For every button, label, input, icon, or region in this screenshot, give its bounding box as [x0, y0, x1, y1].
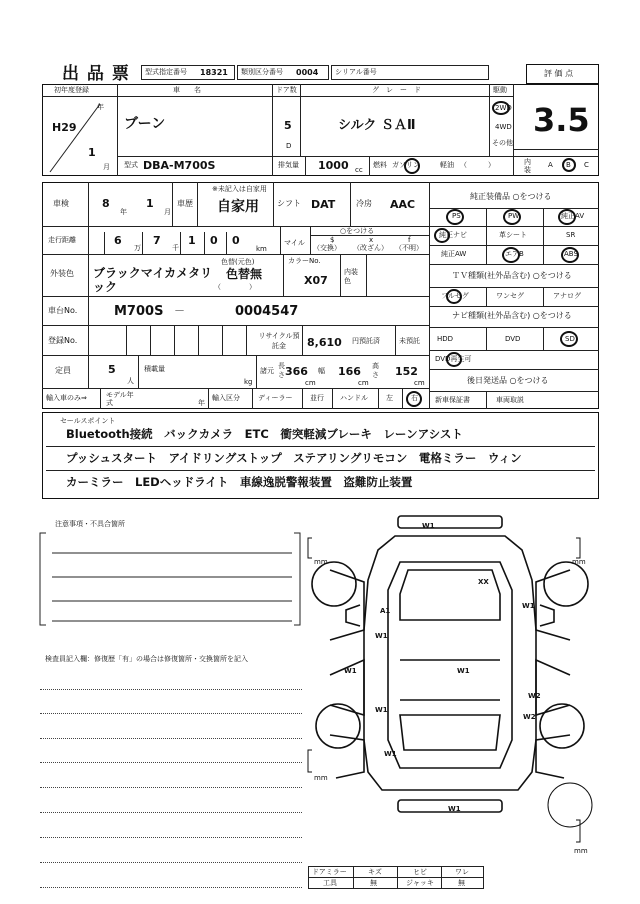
mm-label-left-rear: mm: [314, 774, 328, 782]
mile-opt2-b: （改ざん）: [353, 244, 388, 252]
damage-mark: W1: [344, 667, 357, 675]
sen-unit: 千: [172, 244, 179, 252]
doors-label: ドア数: [276, 86, 297, 94]
fuel-gas: ガソリン: [392, 161, 420, 169]
damage-mark: W1: [448, 805, 461, 813]
model-label: 型式: [124, 161, 138, 169]
km-unit: km: [256, 245, 267, 253]
history-value: 自家用: [217, 199, 259, 215]
parallel-option: 並行: [310, 394, 324, 402]
import-label: 輸入車のみ⇒: [46, 394, 87, 402]
recycle-unpaid: 未預託: [399, 337, 420, 345]
navi-hdd: HDD: [437, 335, 454, 343]
sales-point-line: カーミラー LEDヘッドライト 車線逸脱警報装置 盗難防止装置: [66, 475, 413, 489]
recycle-label: リサイクル預託金: [258, 332, 300, 350]
shaken-month: 1: [146, 197, 154, 210]
displacement-value: 1000: [318, 159, 349, 172]
first-reg-month: 1: [88, 146, 96, 159]
model-cert-no: 18321: [200, 68, 228, 77]
drive-4wd: 4WD: [495, 123, 512, 131]
damage-mark: W1: [384, 750, 397, 758]
damage-mark: W2: [528, 692, 541, 700]
after-warranty: 新車保証書: [435, 396, 470, 404]
damage-mark: A1: [380, 607, 391, 615]
interior-a: A: [548, 161, 553, 169]
sales-points-label: セールスポイント: [60, 417, 116, 425]
tv-oneseg: ワンセグ: [496, 292, 524, 300]
height-label: 高さ: [372, 362, 379, 379]
sales-point-line: Bluetooth接続 バックカメラ ETC 衝突軽減ブレーキ レーンアシスト: [66, 427, 463, 441]
displacement-label: 排気量: [278, 161, 299, 169]
fuel-label: 燃料: [373, 161, 387, 169]
handle-label: ハンドル: [340, 394, 368, 402]
mile-opt1-a: $: [330, 236, 335, 244]
length-unit: cm: [305, 379, 316, 387]
mileage-label: 走行距離: [48, 236, 76, 244]
load-unit: kg: [244, 378, 253, 386]
shift-value: DAT: [311, 198, 336, 211]
length-value: 366: [285, 365, 308, 378]
serial-label: シリアル番号: [335, 68, 377, 76]
sales-point-line: プッシュスタート アイドリングストップ ステアリングリモコン 電格ミラー ウィン: [66, 451, 522, 465]
color-value: ブラックマイカメタリック: [93, 266, 213, 294]
displacement-unit: cc: [355, 166, 363, 174]
equip-pw: PW: [508, 212, 520, 220]
navi-title: ナビ種類(社外品含む) ○をつける: [452, 311, 572, 320]
first-reg-era-year: H29: [52, 121, 77, 134]
shaken-year: 8: [102, 197, 110, 210]
history-label: 車歴: [177, 199, 193, 208]
color-label: 外装色: [50, 269, 74, 278]
break-label: ワレ: [455, 868, 469, 876]
score-value: 3.5: [533, 101, 590, 139]
shaken-label: 車検: [53, 199, 69, 208]
length-label: 長さ: [278, 362, 285, 379]
navi-sd: SD: [565, 335, 575, 343]
damage-mark: W1: [457, 667, 470, 675]
chassis-label: 車台No.: [48, 306, 78, 315]
bottom-table: [308, 866, 484, 889]
color-no-label: カラーNo.: [288, 257, 321, 265]
capacity-unit: 人: [127, 377, 134, 385]
mark-label: ○をつける: [340, 227, 375, 235]
class-no: 0004: [296, 68, 319, 77]
mileage-digit: 6: [114, 234, 122, 247]
equip-aw: 純正AW: [441, 250, 467, 258]
man-unit: 万: [134, 244, 141, 252]
sheet-title: 出 品 票: [62, 64, 130, 84]
width-unit: cm: [358, 379, 369, 387]
handle-left: 左: [386, 394, 393, 402]
dealer-option: ディーラー: [258, 394, 293, 402]
year-unit: 年: [97, 103, 104, 111]
damage-mark: W1: [522, 602, 535, 610]
height-value: 152: [395, 365, 418, 378]
grade-label: グ レ ー ド: [372, 86, 421, 94]
fuel-paren: （ ）: [460, 161, 495, 169]
model-value: DBA-M700S: [143, 159, 216, 172]
drive-2wd: 2WD: [495, 104, 512, 112]
std-equip-title: 純正装備品 ○をつける: [470, 192, 552, 201]
shift-label: シフト: [277, 199, 301, 208]
class-label: 類別区分番号: [241, 68, 283, 76]
doors-value: 5: [284, 119, 292, 132]
score-label: 評 価 点: [544, 69, 574, 78]
scratch-label: キズ: [368, 868, 382, 876]
equip-airbag: エアB: [505, 250, 524, 258]
equip-ps: PS: [452, 212, 461, 220]
mile-opt3-a: f: [408, 236, 411, 244]
mm-label-left-front: mm: [314, 558, 328, 566]
import-type-label: 輸入区分: [212, 394, 240, 402]
width-label: 幅: [318, 367, 325, 375]
history-note: ※未記入は自家用: [212, 185, 267, 193]
load-label: 積載量: [144, 365, 165, 373]
model-year-label: モデル年式: [106, 391, 134, 407]
chassis-dash: －: [174, 304, 185, 317]
width-value: 166: [338, 365, 361, 378]
capacity-label: 定員: [55, 366, 71, 375]
mm-label-right-front: mm: [572, 558, 586, 566]
repaint-paren: （ ）: [214, 283, 256, 291]
tools-label: 工具: [323, 879, 337, 887]
tv-analog: アナログ: [553, 292, 581, 300]
drive-label: 駆動: [493, 86, 507, 94]
recycle-amount: 8,610: [307, 336, 342, 349]
vehicle-name: ブーン: [124, 116, 166, 132]
ac-label: 冷房: [356, 199, 372, 208]
name-label: 車 名: [173, 86, 201, 94]
mirror-label: ドアミラー: [312, 868, 347, 876]
shaken-year-unit: 年: [120, 208, 127, 216]
mileage-digit: 0: [232, 234, 240, 247]
model-cert-label: 型式指定番号: [145, 68, 187, 76]
grade-value: シルク ＳＡⅡ: [338, 118, 416, 133]
mileage-digit: 0: [210, 234, 218, 247]
chassis-no: 0004547: [235, 304, 299, 319]
tools-value: 無: [370, 879, 377, 887]
handle-right: 右: [411, 394, 418, 402]
mile-opt3-b: （不明）: [395, 244, 423, 252]
color-no-value: X07: [304, 274, 328, 287]
damage-mark: XX: [478, 578, 489, 586]
shaken-month-unit: 月: [164, 208, 171, 216]
equip-abs: ABS: [564, 250, 578, 258]
damage-mark: W2: [523, 713, 536, 721]
inspector-title: 検査員記入欄：修復歴「有」の場合は修復箇所・交換箇所を記入: [45, 655, 248, 663]
ac-value: AAC: [390, 198, 416, 211]
navi-dvd: DVD: [505, 335, 521, 343]
first-reg-label: 初年度登録: [54, 86, 89, 94]
interior-b: B: [566, 161, 571, 169]
repaint-label: 色替(元色): [221, 258, 255, 266]
mile-opt1-b: （交換）: [313, 244, 341, 252]
chassis-prefix: M700S: [114, 304, 164, 319]
interior-c: C: [584, 161, 589, 169]
month-unit: 月: [103, 163, 110, 171]
doors-unit: D: [286, 142, 292, 150]
notes-title: 注意事項・不具合箇所: [55, 520, 125, 528]
model-year-unit: 年: [198, 399, 205, 407]
repaint-value: 色替無: [226, 267, 263, 281]
damage-mark: W1: [375, 632, 388, 640]
mileage-digit: 7: [153, 234, 161, 247]
interior-label: 内装: [524, 158, 531, 174]
drive-other: その他: [492, 139, 513, 147]
damage-mark: W1: [422, 522, 435, 530]
interior-color-label: 内装色: [344, 268, 358, 285]
recycle-unit: 円預託済: [352, 337, 380, 345]
fuel-diesel: 軽油: [440, 161, 454, 169]
damage-mark: W1: [375, 706, 388, 714]
equip-av: 純正AV: [561, 212, 585, 220]
after-manual: 車両取説: [496, 396, 524, 404]
jack-label: ジャッキ: [406, 879, 434, 887]
navi-dvd-play: DVD再生可: [435, 355, 472, 363]
reg-label: 登録No.: [48, 336, 78, 345]
mile-label: マイル: [284, 239, 305, 247]
tv-fullseg: フルセグ: [441, 292, 469, 300]
crack-label: ヒビ: [413, 868, 427, 876]
mile-opt2-a: x: [369, 236, 374, 244]
equip-sr: SR: [566, 231, 576, 239]
tv-title: ＴＶ種類(社外品含む) ○をつける: [452, 271, 572, 280]
capacity-value: 5: [108, 363, 116, 376]
dims-label: 諸元: [260, 367, 274, 375]
after-title: 後日発送品 ○をつける: [467, 376, 549, 385]
mileage-digit: 1: [188, 234, 196, 247]
mm-label-right-rear: mm: [574, 847, 588, 855]
equip-navi: 純正ナビ: [439, 231, 467, 239]
equip-leather: 革シート: [499, 231, 527, 239]
height-unit: cm: [414, 379, 425, 387]
jack-value: 無: [458, 879, 465, 887]
